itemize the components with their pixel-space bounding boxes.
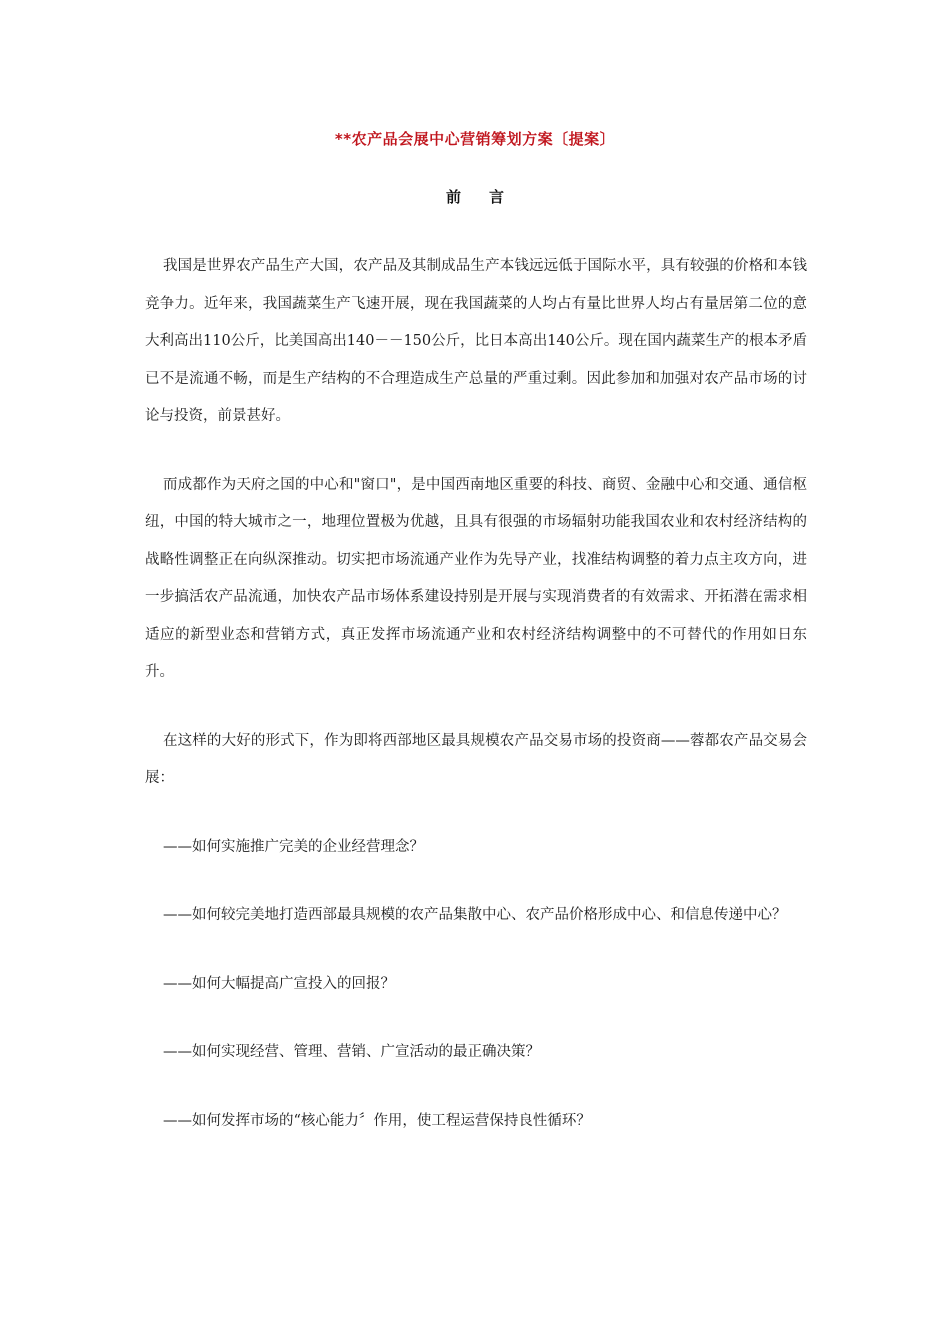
question-item: ——如何大幅提高广宣投入的回报？ [163, 975, 395, 992]
paragraph-intro: 我国是世界农产品生产大国，农产品及其制成品生产本钱远远低于国际水平，具有较强的价格和本钱竞争力。近年来，我国蔬菜生产飞速开展，现在我国蔬菜的人均占有量比世界人均占有量居第二位的意大利高出110公斤，比美国高出140－－150公斤，比日本高出140公斤。现在国内蔬菜生产的根本矛盾已不是流通不畅，而是生产结构的不合理造成生产总量的严重过剩。因此参加和加强对农产品市场的讨论与投资，前景甚好。 [145, 258, 807, 424]
question-item: ——如何发挥市场的“核心能力〞作用，使工程运营保持良性循环？ [163, 1112, 591, 1129]
document-body [145, 248, 807, 1171]
preface-heading: 前言 [445, 188, 532, 206]
paragraph-context: 在这样的大好的形式下，作为即将西部地区最具规模农产品交易市场的投资商——蓉都农产品交易会展： [145, 732, 807, 786]
question-item: ——如何实现经营、管理、营销、广宣活动的最正确决策？ [163, 1044, 540, 1060]
question-item: ——如何实施推广完美的企业经营理念？ [163, 838, 424, 855]
paragraph-chengdu: 而成都作为天府之国的中心和"窗口"，是中国西南地区重要的科技、商贸、金融中心和交通、通信枢纽，中国的特大城市之一，地理位置极为优越，且具有很强的市场辐射功能我国农业和农村经济结构的战略性调整正在向纵深推动。切实把市场流通产业作为先导产业，找准结构调整的着力点主攻方向，进一步搞活农产品流通，加快农产品市场体系建设持别是开展与实现消费者的有效需求、开拓潜在需求相适应的新型业态和营销方式，真正发挥市场流通产业和农村经济结构调整中的不可替代的作用如日东升。 [145, 476, 807, 680]
question-item: ——如何较完美地打造西部最具规模的农产品集散中心、农产品价格形成中心、和信息传递中心？ [163, 907, 787, 923]
document-title: **农产品会展中心营销筹划方案〔提案〕 [334, 130, 616, 148]
